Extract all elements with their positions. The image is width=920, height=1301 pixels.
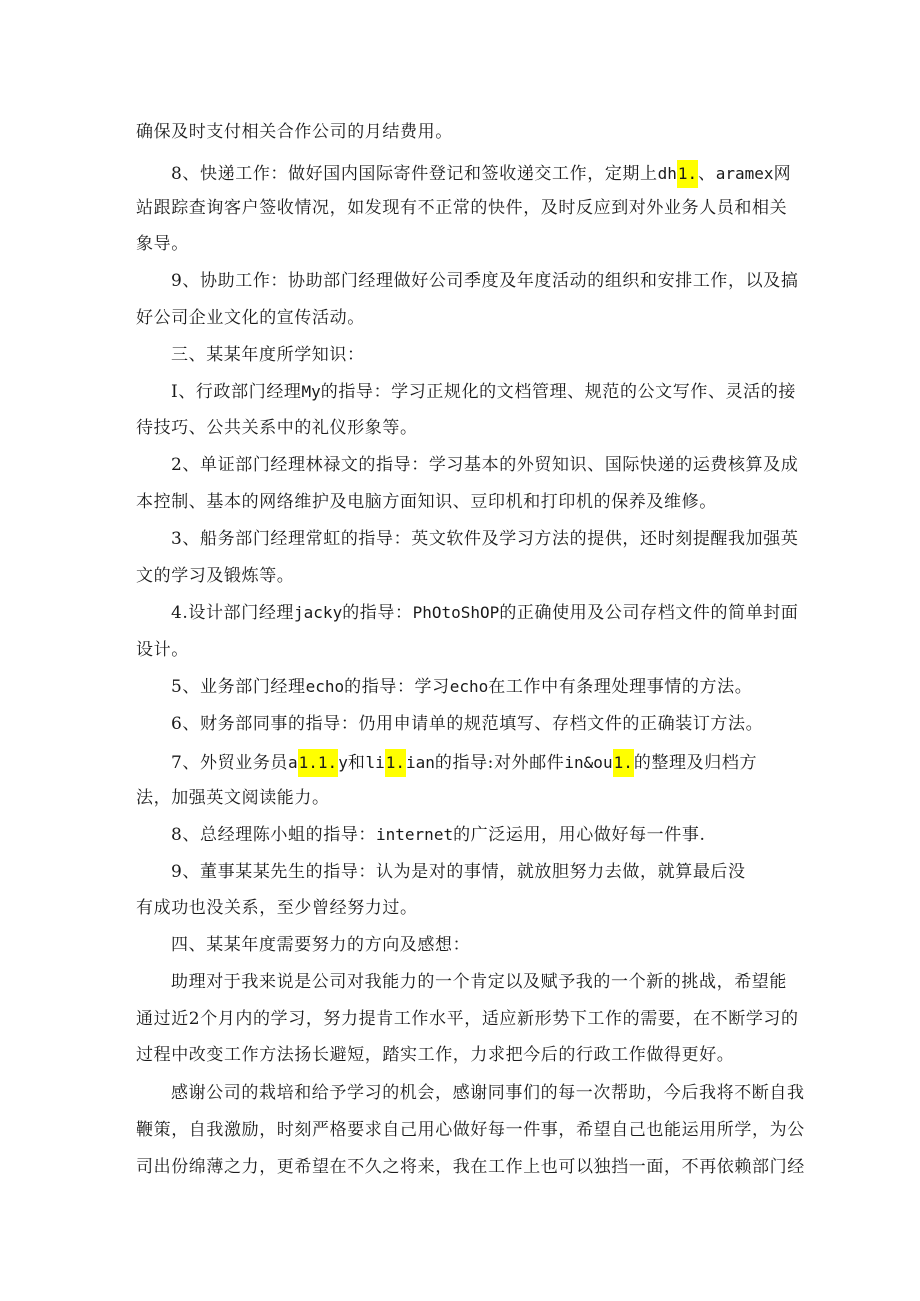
line-text: 三、某某年度所学知识： <box>171 345 365 365</box>
line-text: 站跟踪查询客户签收情况，如发现有不正常的快件，及时反应到对外业务人员和相关 <box>136 198 788 218</box>
text-line <box>171 712 763 736</box>
highlighted-text: 1. <box>385 749 406 777</box>
line-text: 7、外贸业务员 <box>171 753 289 773</box>
line-text: 8、总经理陈小蛆的指导： <box>171 825 377 845</box>
name-text: My <box>301 382 321 401</box>
text-line <box>171 601 799 625</box>
line-text: 的整理及归档方 <box>633 753 758 773</box>
text-line-foreign-trade <box>171 749 757 777</box>
name-text: jacky <box>294 603 343 622</box>
text-line <box>136 1043 734 1067</box>
line-text: 司出份绵薄之力，更希望在不久之将来，我在工作上也可以独挡一面，不再依赖部门经 <box>136 1157 805 1177</box>
line-text: 6、财务部同事的指导：仍用申请单的规范填写、存档文件的正确装订方法。 <box>171 714 764 734</box>
line-text: 和 <box>347 753 366 773</box>
line-text: 的指导： <box>342 603 413 623</box>
line-text: I、行政部门经理 <box>171 382 302 402</box>
line-text: 8、快递工作：做好国内国际寄件登记和签收递交工作，定期上 <box>171 164 658 184</box>
text-line <box>136 564 294 588</box>
software-text: PhOtoShOP <box>412 603 500 622</box>
text-line <box>171 269 798 293</box>
line-text: 网 <box>773 164 792 184</box>
line-text: 的正确使用及公司存档文件的简单封面 <box>499 603 799 623</box>
section-heading <box>171 343 365 367</box>
text-line <box>136 786 330 810</box>
name-text: li <box>365 753 385 772</box>
text-line <box>136 1007 799 1031</box>
text-line <box>171 380 796 404</box>
highlighted-text: 1.1. <box>298 749 339 777</box>
line-text: 鞭策，自我激励，时刻严格要求自己用心做好每一件事，希望自己也能运用所学，为公 <box>136 1120 805 1140</box>
line-text: 的指导：学习正规化的文档管理、规范的公文写作、灵活的接 <box>320 382 796 402</box>
line-text: 过程中改变工作方法扬长避短，踏实工作，力求把今后的行政工作做得更好。 <box>136 1045 735 1065</box>
line-text: 文的学习及锻炼等。 <box>136 566 295 586</box>
name-text: a <box>288 753 298 772</box>
text-line <box>136 306 365 330</box>
section-heading <box>171 933 470 957</box>
line-text: 的指导：学习 <box>344 677 450 697</box>
line-text: 四、某某年度需要努力的方向及感想： <box>171 935 471 955</box>
line-text: 、 <box>698 164 716 184</box>
line-text: 在工作中有条理处理事情的方法。 <box>488 677 753 697</box>
name-text: echo <box>305 677 345 696</box>
text-line <box>136 196 787 220</box>
text-line <box>136 1155 805 1179</box>
line-text: 5、业务部门经理 <box>171 677 306 697</box>
line-text: 象导。 <box>136 234 189 254</box>
dhl-text: dh <box>657 164 677 183</box>
text-line <box>136 120 453 144</box>
line-text: 感谢公司的栽培和给予学习的机会，感谢同事们的每一次帮助，今后我将不断自我 <box>171 1083 805 1103</box>
text-line <box>171 970 787 994</box>
text-line <box>171 860 746 884</box>
text-line <box>136 1118 805 1142</box>
line-text: 9、董事某某先生的指导：认为是对的事情，就放胆努力去做，就算最后没 <box>171 862 746 882</box>
line-text: 9、协助工作：协助部门经理做好公司季度及年度活动的组织和安排工作，以及搞 <box>171 271 799 291</box>
line-text: 的指导:对外邮件 <box>434 753 565 773</box>
text-line <box>136 638 189 662</box>
text-line <box>136 896 418 920</box>
highlighted-text: 1. <box>677 160 698 188</box>
line-text: 4.设计部门经理 <box>171 603 295 623</box>
text-line <box>136 416 418 440</box>
line-text: 待技巧、公共关系中的礼仪形象等。 <box>136 418 418 438</box>
line-text: 本控制、基本的网络维护及电脑方面知识、豆印机和打印机的保养及维修。 <box>136 492 717 512</box>
line-text: 法，加强英文阅读能力。 <box>136 788 330 808</box>
text-line <box>171 1081 805 1105</box>
line-text: 确保及时支付相关合作公司的月结费用。 <box>136 122 453 142</box>
name-text: echo <box>449 677 489 696</box>
line-text: 助理对于我来说是公司对我能力的一个肯定以及赋予我的一个新的挑战，希望能 <box>171 972 787 992</box>
line-text: 有成功也没关系，至少曾经努力过。 <box>136 898 418 918</box>
aramex-text: aramex <box>715 164 774 183</box>
line-text: 好公司企业文化的宣传活动。 <box>136 308 365 328</box>
mail-text: in&ou <box>564 753 613 772</box>
line-text: 设计。 <box>136 640 189 660</box>
name-text: y <box>338 753 348 772</box>
line-text: 2、单证部门经理林禄文的指导：学习基本的外贸知识、国际快递的运费核算及成 <box>171 455 799 475</box>
highlighted-text: 1. <box>613 749 634 777</box>
line-text: 3、船务部门经理常虹的指导：英文软件及学习方法的提供，还时刻提醒我加强英 <box>171 529 799 549</box>
name-text: ian <box>405 753 435 772</box>
internet-text: internet <box>376 825 454 844</box>
text-line-courier-work <box>171 160 791 188</box>
text-line <box>171 453 798 477</box>
text-line <box>171 823 705 847</box>
text-line <box>171 527 798 551</box>
text-line <box>136 490 717 514</box>
text-line <box>171 675 752 699</box>
text-line <box>136 232 189 256</box>
line-text: 的广泛运用，用心做好每一件事. <box>453 825 706 845</box>
line-text: 通过近2个月内的学习，努力提肯工作水平，适应新形势下工作的需要，在不断学习的 <box>136 1009 799 1029</box>
